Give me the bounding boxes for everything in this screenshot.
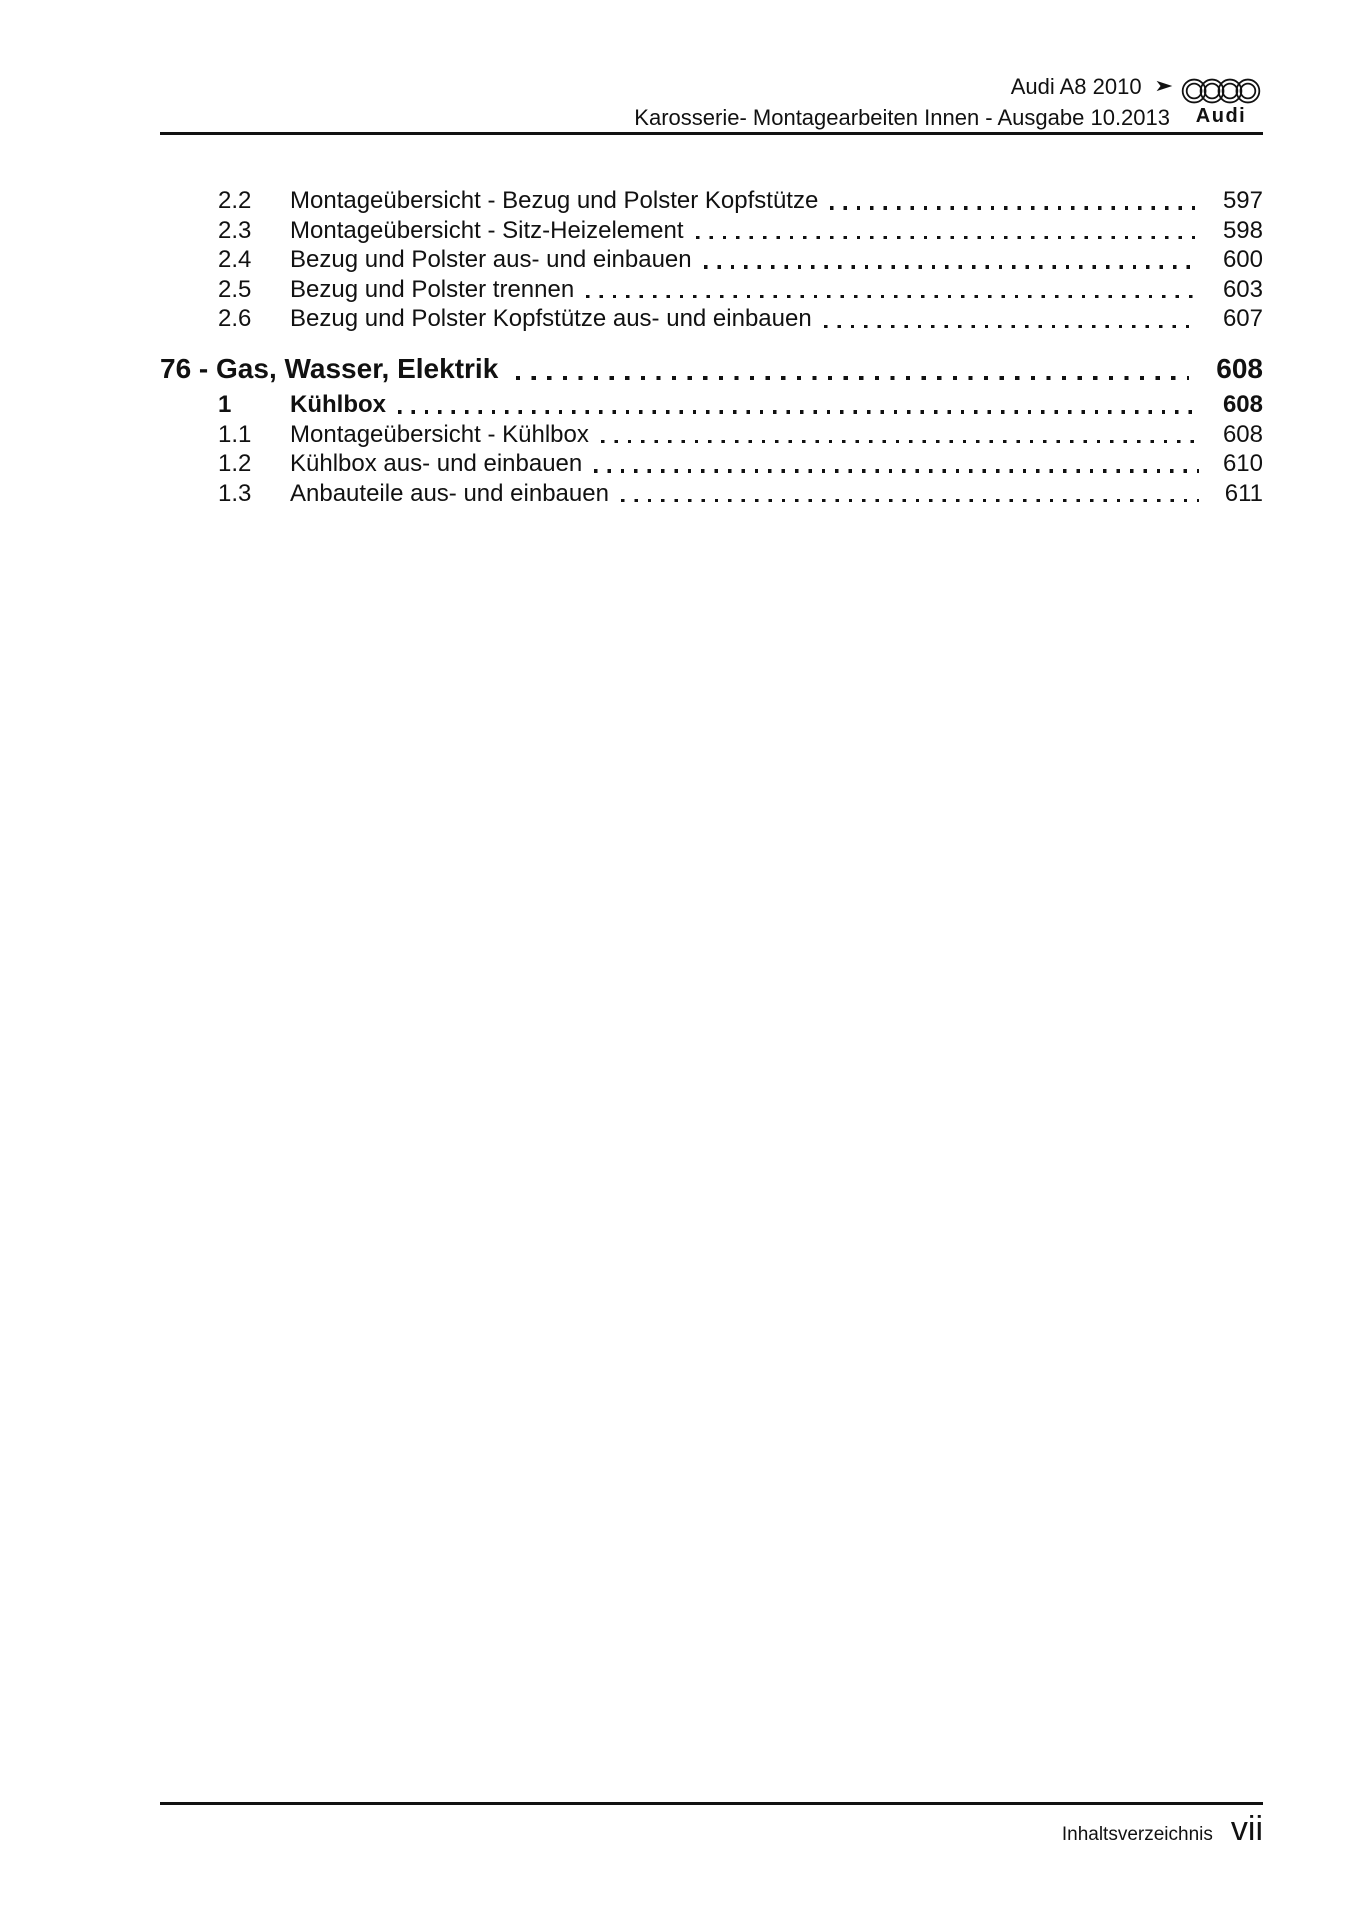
audi-wordmark: Audi [1195, 105, 1247, 127]
entry-title: Montageübersicht - Sitz-Heizelement [290, 216, 684, 244]
dot-leader [398, 390, 1203, 420]
footer-divider [160, 1802, 1263, 1805]
entry-title: Bezug und Polster trennen [290, 275, 575, 303]
entry-page: 607 [1222, 305, 1263, 333]
toc-section-heading[interactable] [160, 350, 1263, 388]
entry-page: 608 [1222, 420, 1263, 448]
page-footer [1062, 1810, 1263, 1849]
header-model-text: Audi A8 2010 [1010, 74, 1142, 99]
entry-page: 597 [1222, 187, 1263, 214]
dot-leader [696, 216, 1203, 246]
entry-number: 2.3 [218, 216, 252, 244]
entry-title: Montageübersicht - Bezug und Polster Kopfstütze [290, 187, 819, 214]
toc-entry[interactable] [160, 390, 1263, 420]
dot-leader [621, 479, 1203, 509]
header-divider [160, 132, 1263, 135]
table-of-contents [160, 186, 1263, 508]
entry-title: Anbauteile aus- und einbauen [290, 479, 609, 507]
toc-entry[interactable] [160, 275, 1263, 305]
entry-number: 1 [218, 390, 232, 418]
entry-page: 608 [1222, 390, 1263, 418]
section-page: 608 [1216, 352, 1263, 384]
toc-entry[interactable] [160, 245, 1263, 275]
entry-number: 2.6 [218, 305, 252, 333]
entry-number: 2.4 [218, 246, 252, 274]
toc-entry[interactable] [160, 479, 1263, 509]
dot-leader [830, 186, 1203, 216]
audi-logo [1180, 78, 1262, 126]
entry-page: 610 [1222, 450, 1263, 478]
header-model-line [1010, 74, 1174, 99]
footer-section-label: Inhaltsverzeichnis [1061, 1824, 1213, 1845]
entry-number: 2.2 [218, 187, 252, 214]
entry-number: 1.2 [218, 450, 252, 478]
entry-title: Kühlbox aus- und einbauen [290, 450, 583, 478]
section-title: 76 - Gas, Wasser, Elektrik [160, 352, 499, 384]
entry-page: 603 [1222, 275, 1263, 303]
entry-title: Kühlbox [290, 390, 386, 418]
arrow-right-icon: ➤ [1153, 78, 1174, 95]
dot-leader [601, 420, 1203, 450]
audi-rings-icon [1181, 78, 1261, 104]
toc-entry[interactable] [160, 449, 1263, 479]
entry-page: 598 [1222, 216, 1263, 244]
footer-page-number: vii [1230, 1810, 1263, 1848]
toc-entry[interactable] [160, 420, 1263, 450]
dot-leader [704, 245, 1203, 275]
entry-number: 1.1 [218, 420, 252, 448]
entry-title: Bezug und Polster aus- und einbauen [290, 246, 692, 274]
dot-leader [516, 350, 1193, 388]
entry-number: 2.5 [218, 275, 252, 303]
toc-entry[interactable] [160, 304, 1263, 334]
toc-entry[interactable] [160, 186, 1263, 216]
dot-leader [824, 304, 1203, 334]
entry-page: 600 [1222, 246, 1263, 274]
toc-entry[interactable] [160, 216, 1263, 246]
entry-title: Bezug und Polster Kopfstütze aus- und einbauen [290, 305, 812, 333]
dot-leader [586, 275, 1203, 305]
header-doc-title: Karosserie- Montagearbeiten Innen - Ausgabe 10.2013 [634, 105, 1170, 130]
entry-number: 1.3 [218, 479, 252, 507]
entry-page: 611 [1224, 479, 1263, 507]
dot-leader [594, 449, 1203, 479]
entry-title: Montageübersicht - Kühlbox [290, 420, 589, 448]
